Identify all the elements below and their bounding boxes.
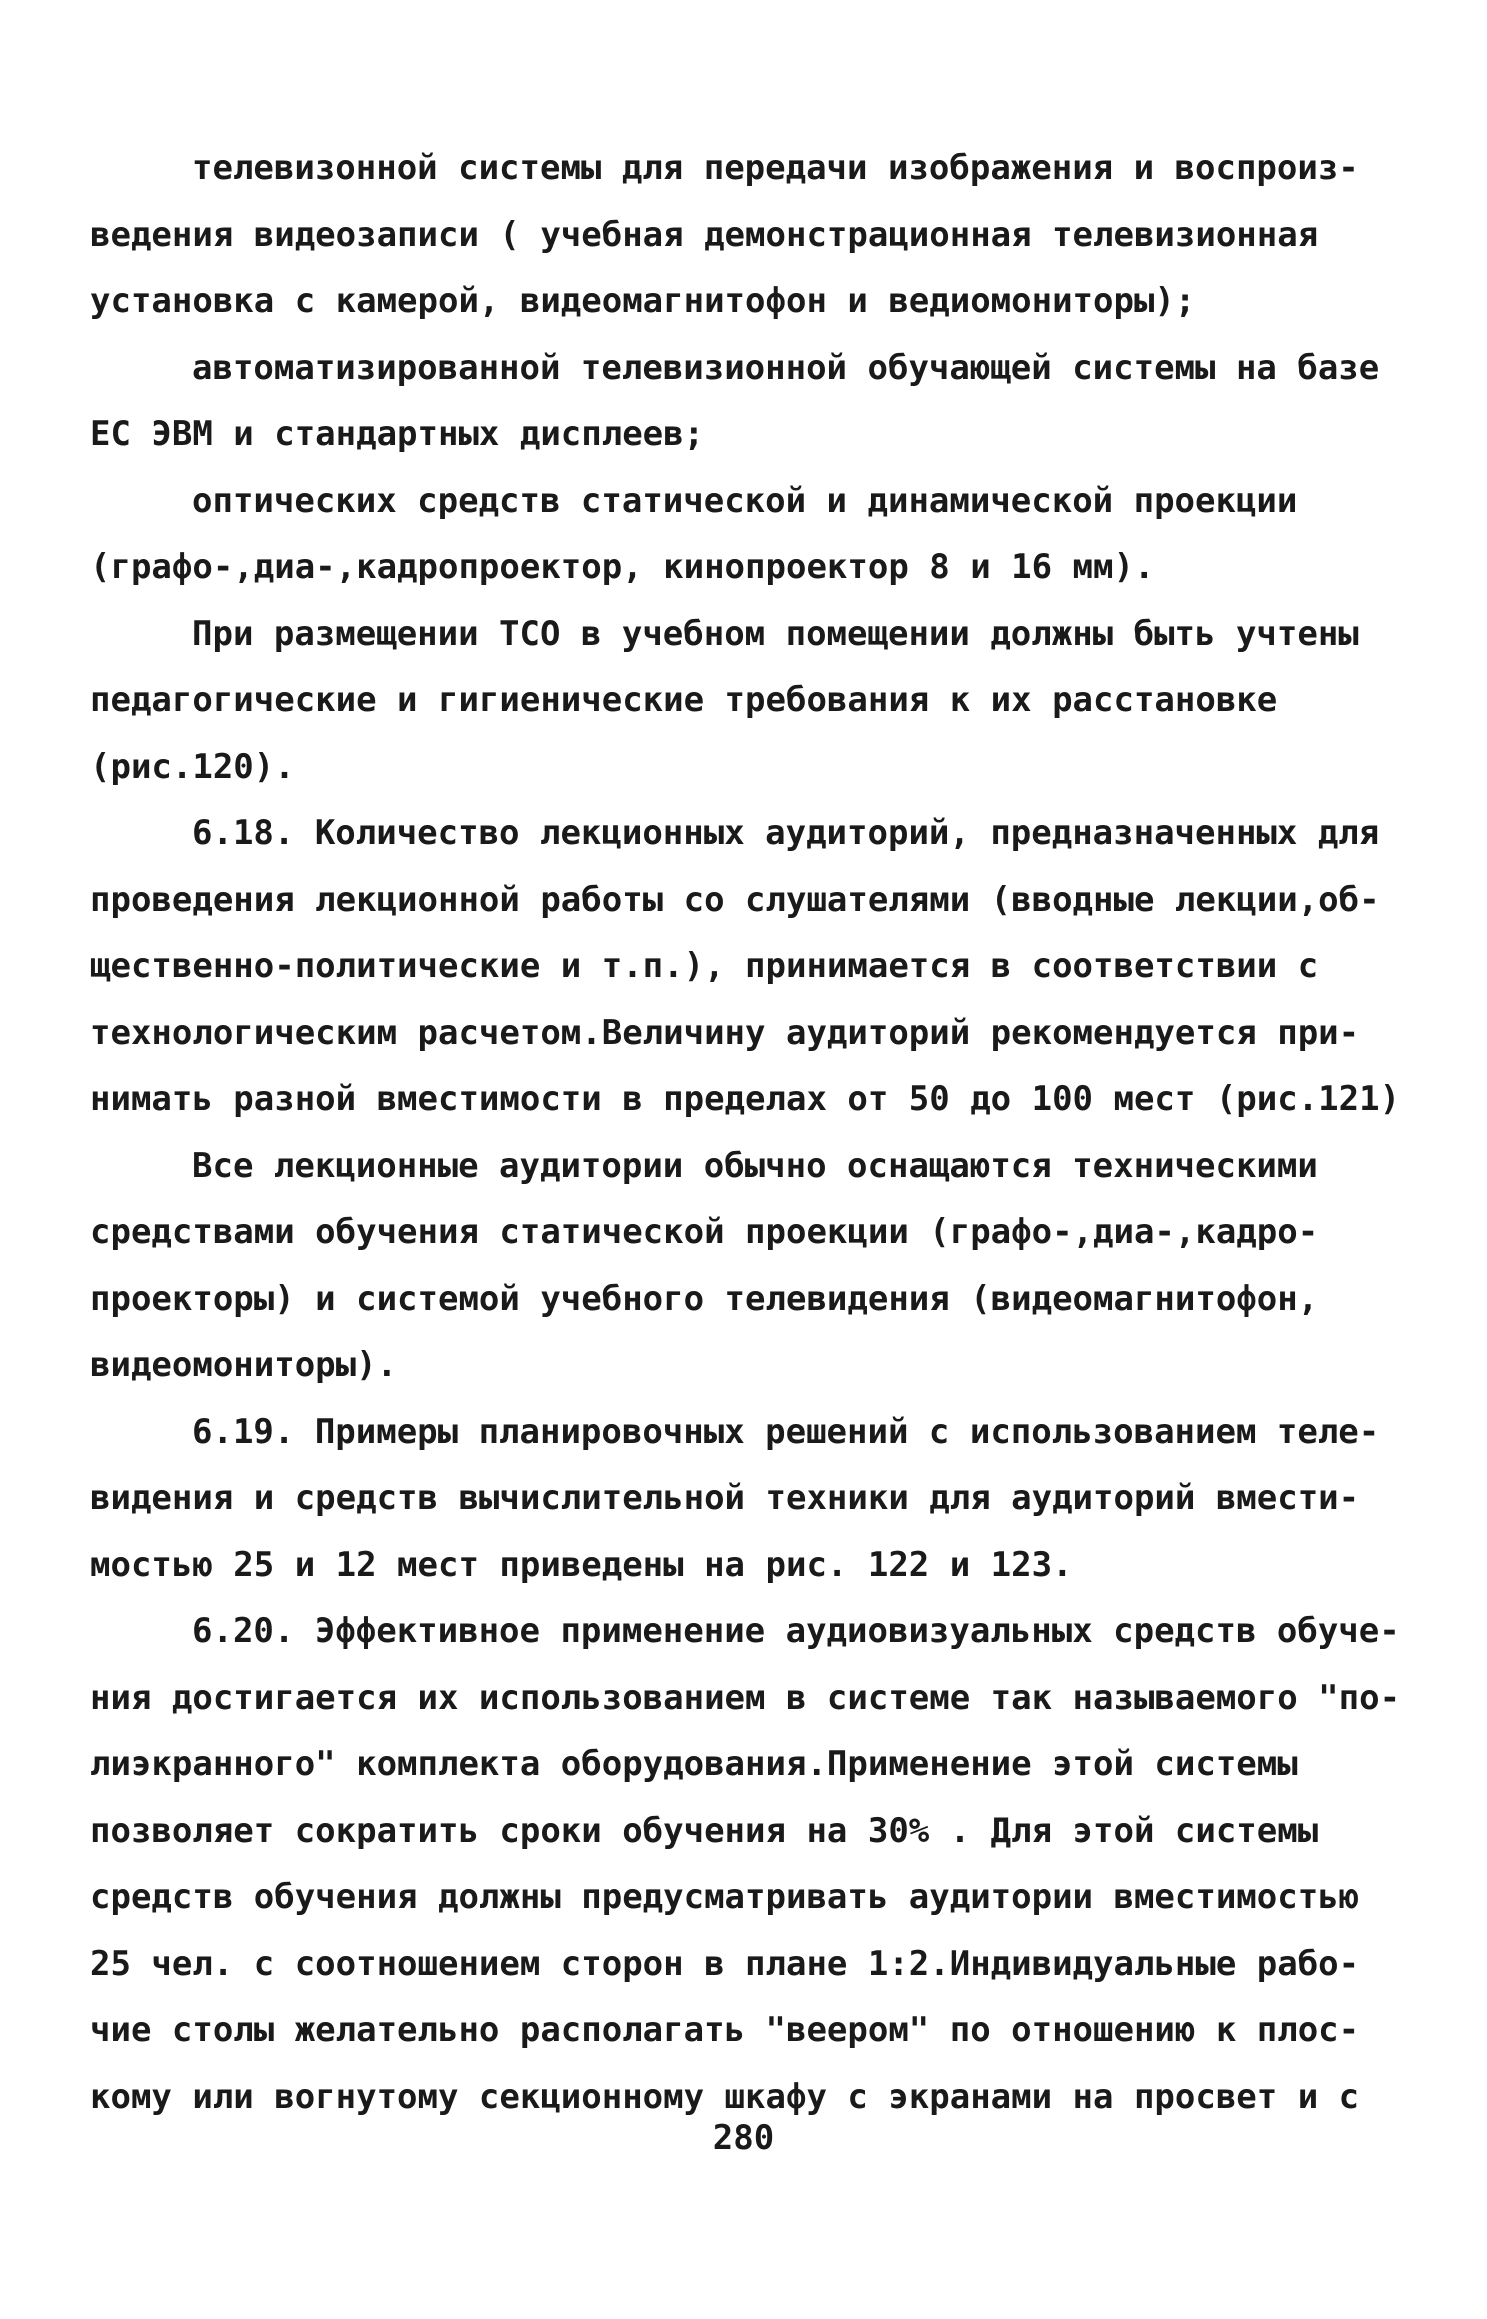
text-line: ЕС ЭВМ и стандартных дисплеев; <box>90 414 705 454</box>
text-line: кому или вогнутому секционному шкафу с экранами на просвет и с <box>90 2076 1360 2117</box>
text-line: видения и средств вычислительной техники для аудиторий вмести- <box>90 1478 1360 1518</box>
text-line: педагогические и гигиенические требования к их расстановке <box>90 680 1278 720</box>
text-line: лиэкранного" комплекта оборудования.Применение этой системы <box>90 1744 1298 1784</box>
text-line: оптических средств статической и динамической проекции <box>192 480 1298 521</box>
text-line: установка с камерой, видеомагнитофон и ведиомониторы); <box>90 281 1196 321</box>
page-number: 280 <box>712 2118 775 2158</box>
text-line: нимать разной вместимости в пределах от 50 до 100 мест (рис.121) <box>90 1079 1401 1119</box>
text-line: При размещении ТСО в учебном помещении должны быть учтены <box>192 613 1359 654</box>
text-line: телевизонной системы для передачи изображения и воспроиз- <box>192 148 1359 188</box>
text-line: чие столы желательно располагать "веером" по отношению к плос- <box>90 2010 1360 2050</box>
text-line: средств обучения должны предусматривать аудитории вместимостью <box>90 1877 1360 1917</box>
text-line: 6.19. Примеры планировочных решений с использованием теле- <box>192 1411 1380 1452</box>
text-line: (графо-,диа-,кадропроектор, кинопроектор 8 и 16 мм). <box>90 547 1155 587</box>
text-line: автоматизированной телевизионной обучающей системы на базе <box>192 347 1380 388</box>
text-line: (рис.120). <box>90 746 295 787</box>
text-line: мостью 25 и 12 мест приведены на рис. 122 и 123. <box>90 1544 1073 1585</box>
text-line: видеомониторы). <box>90 1345 398 1385</box>
text-line: 25 чел. с соотношением сторон в плане 1:2.Индивидуальные рабо- <box>90 1943 1360 1984</box>
text-line: 6.18. Количество лекционных аудиторий, предназначенных для <box>192 813 1380 853</box>
text-line: Все лекционные аудитории обычно оснащаются техническими <box>192 1145 1318 1186</box>
body-text <box>90 135 1410 2130</box>
text-line: щественно-политические и т.п.), принимается в соответствии с <box>90 946 1319 986</box>
text-line: ведения видеозаписи ( учебная демонстрационная телевизионная <box>90 214 1319 255</box>
text-line: ния достигается их использованием в системе так называемого "по- <box>90 1677 1401 1718</box>
text-line: проекторы) и системой учебного телевидения (видеомагнитофон, <box>90 1278 1319 1319</box>
text-line: позволяет сократить сроки обучения на 30% . Для этой системы <box>90 1810 1319 1851</box>
text-line: средствами обучения статической проекции (графо-,диа-,кадро- <box>90 1212 1319 1252</box>
text-line: 6.20. Эффективное применение аудиовизуальных средств обуче- <box>192 1611 1400 1651</box>
text-line: технологическим расчетом.Величину аудиторий рекомендуется при- <box>90 1012 1360 1053</box>
text-line: проведения лекционной работы со слушателями (вводные лекции,об- <box>90 879 1380 920</box>
